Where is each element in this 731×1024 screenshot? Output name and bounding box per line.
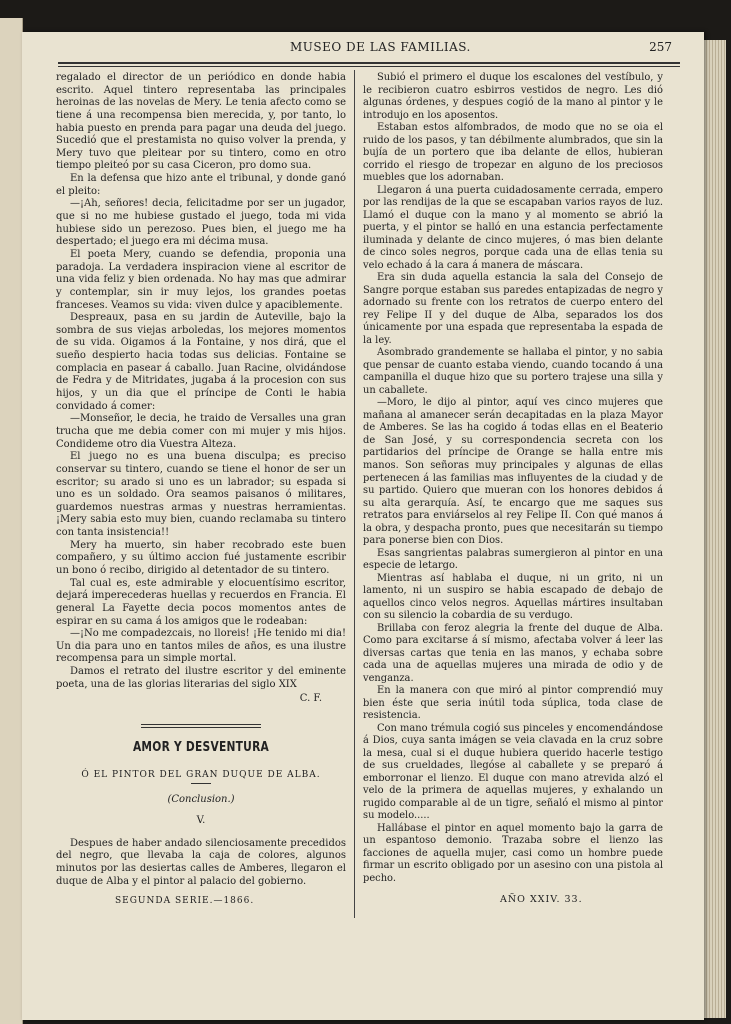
footer-year: AÑO XXIV. 33. bbox=[500, 894, 583, 905]
paragraph: Despreaux, pasa en su jardin de Auteville, bajo la sombra de sus viejas arboledas, los mejores momentos de su vida. Oigamos á la Fontaine, y nos dirá, que el sueño despierto hacia todas sus delicias. Fontaine se complacia en pasear á caballo. Juan Racine, olvidándose de Fedra y de Mitridates, jugaba á la procesion con sus hijos, y un dia que el príncipe de Conti le habia convidado á comer: bbox=[56, 312, 346, 412]
paragraph: Despues de haber andado silenciosamente precedidos del negro, que llevaba la caja de colores, algunos minutos por las desiertas calles de Amberes, llegaron el duque de Alba y el pintor al palacio del gobierno. bbox=[56, 837, 346, 887]
paragraph: Mientras así hablaba el duque, ni un grito, ni un lamento, ni un suspiro se habia escapado de debajo de aquellos cinco velos negros. Aquellas mártires insultaban con su silencio la cobardia de su verdugo. bbox=[363, 572, 663, 622]
paragraph: Asombrado grandemente se hallaba el pintor, y no sabia que pensar de cuanto estaba viendo, cuando tocando á una campanilla el duque hizo que su portero trajese una silla y un caballete. bbox=[363, 347, 663, 396]
conclusion-label: (Conclusion.) bbox=[167, 794, 235, 806]
paragraph: Mery ha muerto, sin haber recobrado este buen compañero, y su último accion fué justamente escribir un bono ó recibo, dirigido al detentador de su tintero. bbox=[56, 539, 346, 576]
chapter-number: V. bbox=[196, 814, 206, 826]
story-title: AMOR Y DESVENTURA bbox=[132, 740, 270, 756]
paragraph: —¡No me compadezcais, no lloreis! ¡He tenido mi dia! Un dia para uno en tantos miles de años, es una ilustre recompensa para un simple mortal. bbox=[56, 628, 346, 665]
paragraph: Brillaba con feroz alegria la frente del duque de Alba. Como para excitarse á sí mismo, afectaba volver á leer las diversas cartas que tenia en las manos, y echaba sobre cada una de aquellas mujeres una mirada de odio y de venganza. bbox=[363, 622, 663, 684]
paragraph: Con mano trémula cogió sus pinceles y encomendándose á Dios, cuya santa imágen se veia clavada en la cruz sobre la mesa, cual si el duque hubiera querido hacerle testigo de sus crueldades, llegóse al caballete y se preparó á emborronar el lienzo. El duque con mano atrevida alzó el velo de la primera de aquellas mujeres, y exhalando un rugido comparable al de un tigre, señaló el mismo al pintor su modelo..... bbox=[363, 722, 663, 822]
paragraph: —Moro, le dijo al pintor, aquí ves cinco mujeres que mañana al amanecer serán decapitadas en la plaza Mayor de Amberes. Se las ha cogido á todas ellas en el Beaterio de San José, y su correspondencia secreta con los partidarios del príncipe de Orange se halla entre mis manos. Son señoras muy principales y algunas de ellas pertenecen á las familias mas influyentes de la ciudad y de su partido. Quiero que mueran con los honores debidos á su alta gerarquía. Así, te encargo que me saques sus retratos para enviárselos al rey Felipe II. Con qué manos á la obra, y despacha pronto, pues que necesitarán su tiempo para ponerse bien con Dios. bbox=[363, 397, 663, 547]
paragraph: El juego no es una buena disculpa; es preciso conservar su tintero, cuando se tiene el honor de ser un escritor; su arado si uno es un labrador; su espada si uno es un soldado. Ora seamos paisanos ó militares, guardemos nuestras armas y nuestras herramientas. ¡Mery sabia esto muy bien, cuando reclamaba su tintero con tanta insistencia!! bbox=[56, 451, 346, 539]
book-page-edges bbox=[704, 40, 726, 1018]
paragraph: Estaban estos alfombrados, de modo que no se oia el ruido de los pasos, y tan débilmente alumbrados, que sin la bujía de un portero que iba delante de ellos, hubieran corrido el riesgo de tropezar en alguno de los preciosos muebles que los adornaban. bbox=[363, 122, 663, 184]
paragraph: Hallábase el pintor en aquel momento bajo la garra de un espantoso demonio. Trazaba sobre el lienzo las facciones de aquella mujer, casi como un hombre puede firmar un escrito obligado por un asesino con una pistola al pecho. bbox=[363, 822, 663, 884]
paragraph: Subió el primero el duque los escalones del vestíbulo, y le recibieron cuatro esbirros vestidos de negro. Les dió algunas órdenes, y despues cogió de la mano al pintor y le introdujo en los aposentos. bbox=[363, 72, 663, 121]
header-rule-thin bbox=[58, 66, 680, 67]
paragraph: regalado el director de un periódico en donde habia escrito. Aquel tintero representaba las principales heroinas de las novelas de Mery. Le tenia afecto como se tiene á una recompensa bien merecida, y, por tanto, lo habia puesto en prenda para pagar una deuda del juego. Sucedió que el prestamista no quiso volver la prenda, y Mery tuvo que pleitear por su tintero, como en otro tiempo pleiteó por su casa Ciceron, pro domo sua. bbox=[56, 72, 346, 172]
paragraph: Esas sangrientas palabras sumergieron al pintor en una especie de letargo. bbox=[363, 547, 663, 572]
paragraph: —Monseñor, le decia, he traido de Versalles una gran trucha que me debia comer con mi mujer y mis hijos. Condideme otro dia Vuestra Alteza. bbox=[56, 413, 346, 450]
column-divider bbox=[354, 70, 355, 918]
paragraph: Damos el retrato del ilustre escritor y del eminente poeta, una de las glorias literarias del siglo XIX bbox=[56, 666, 346, 690]
running-title: MUSEO DE LAS FAMILIAS. bbox=[290, 40, 471, 54]
page-header bbox=[56, 40, 680, 60]
paragraph: Tal cual es, este admirable y elocuentísimo escritor, dejará imperecederas huellas y recuerdos en Francia. El general La Fayette decia pocos momentos antes de espirar en su cama á los amigos que le rodeaban: bbox=[56, 577, 346, 627]
left-column bbox=[56, 72, 346, 888]
page-number: 257 bbox=[649, 40, 672, 54]
subtitle-rule bbox=[191, 783, 211, 784]
paragraph: En la defensa que hizo ante el tribunal, y donde ganó el pleito: bbox=[56, 173, 346, 197]
paragraph: En la manera con que miró al pintor comprendió muy bien éste que seria inútil toda súplica, toda clase de resistencia. bbox=[363, 685, 663, 722]
paragraph: Llegaron á una puerta cuidadosamente cerrada, empero por las rendijas de la que se escapaban varios rayos de luz. Llamó el duque con la mano y al momento se abrió la puerta, y el pintor se halló en una estancia perfectamente iluminada y delante de cinco mujeres, ó mas bien delante de cinco soles negros, porque cada una de ellas tenia su velo echado á la cara á manera de máscara. bbox=[363, 184, 663, 271]
left-page-edge bbox=[0, 18, 23, 1024]
footer-series: SEGUNDA SERIE.—1866. bbox=[115, 896, 255, 906]
paragraph: —¡Ah, señores! decia, felicitadme por ser un jugador, que si no me hubiese gustado el juego, toda mi vida hubiese sido un perezoso. Pues bien, el juego me ha despertado; el juego era mi décima musa. bbox=[56, 198, 346, 248]
paragraph: El poeta Mery, cuando se defendia, proponia una paradoja. La verdadera inspiracion viene al escritor de una vida feliz y bien ordenada. No hay mas que admirar y contemplar, sin ir muy lejos, los grandes poetas franceses. Veamos su vida: viven dulce y apaciblemente. bbox=[56, 248, 346, 311]
header-rule bbox=[58, 62, 680, 64]
signature: C. F. bbox=[299, 693, 322, 705]
story-subtitle: Ó EL PINTOR DEL GRAN DUQUE DE ALBA. bbox=[81, 769, 321, 780]
right-column bbox=[363, 72, 663, 886]
paragraph: Era sin duda aquella estancia la sala del Consejo de Sangre porque estaban sus paredes entapizadas de negro y adornado su frente con los retratos de cuerpo entero del rey Felipe II y del duque de Alba, separados los dos únicamente por una espada que representaba la espada de la ley. bbox=[363, 272, 663, 346]
section-divider bbox=[141, 724, 261, 728]
